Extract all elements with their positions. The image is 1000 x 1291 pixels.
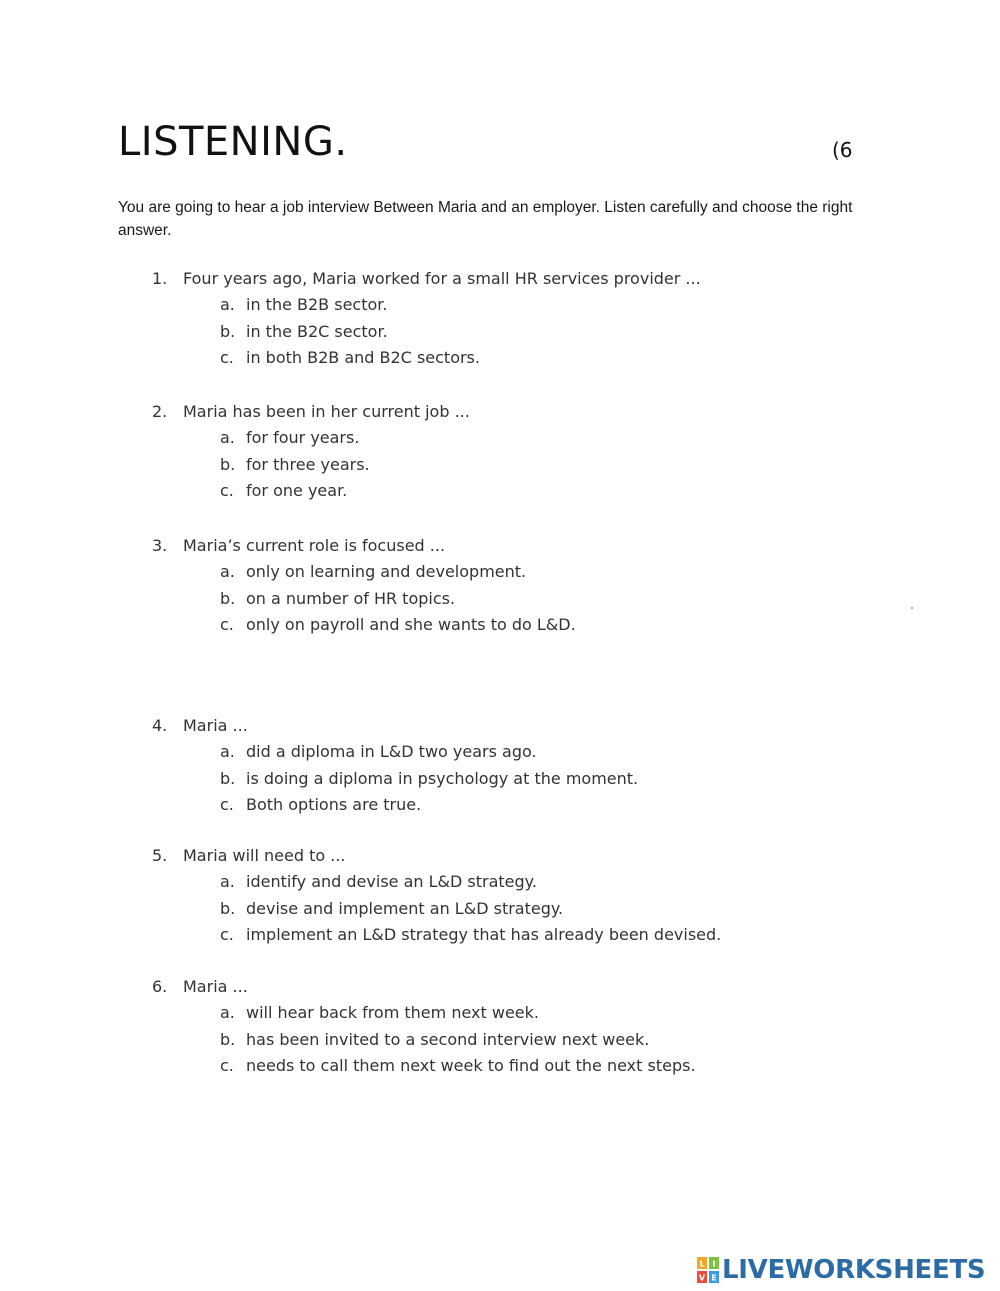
option-letter: c. — [220, 795, 234, 814]
option-text: needs to call them next week to find out the next steps. — [246, 1056, 696, 1075]
option-letter: b. — [220, 588, 236, 608]
option-b[interactable] — [220, 766, 872, 793]
option-letter: a. — [220, 742, 235, 761]
option-letter: b. — [220, 898, 236, 918]
option-text: devise and implement an L&D strategy. — [246, 898, 564, 918]
svg-text:L: L — [699, 1259, 705, 1269]
option-letter: a. — [220, 562, 235, 581]
options-list — [220, 292, 872, 372]
question-5 — [152, 843, 872, 949]
question-stem — [152, 266, 872, 292]
option-text: implement an L&D strategy that has already been devised. — [246, 925, 722, 944]
page-title: LISTENING. — [118, 119, 348, 165]
options-list — [220, 739, 872, 819]
option-text: in both B2B and B2C sectors. — [246, 348, 480, 367]
option-letter: b. — [220, 321, 236, 341]
question-3 — [152, 533, 872, 639]
question-number: 3. — [152, 536, 168, 555]
question-stem — [152, 713, 872, 739]
instructions-text: You are going to hear a job interview Between Maria and an employer. Listen carefully and choose the right answer. — [118, 199, 853, 239]
question-6 — [152, 974, 872, 1080]
option-c[interactable] — [220, 922, 872, 949]
option-text: Both options are true. — [246, 795, 422, 814]
liveworksheets-brand[interactable] — [697, 1254, 985, 1286]
option-letter: a. — [220, 428, 235, 447]
option-b[interactable] — [220, 319, 872, 346]
options-list — [220, 869, 872, 949]
question-text: Maria will need to ... — [183, 846, 346, 865]
svg-text:V: V — [698, 1273, 706, 1283]
option-text: only on payroll and she wants to do L&D. — [246, 615, 576, 634]
brand-text: LIVEWORKSHEETS — [722, 1255, 986, 1285]
option-letter: b. — [220, 454, 236, 474]
option-text: is doing a diploma in psychology at the moment. — [246, 768, 639, 788]
option-letter: a. — [220, 295, 235, 314]
options-list — [220, 1000, 872, 1080]
option-a[interactable] — [220, 739, 872, 766]
question-text: Maria’s current role is focused ... — [183, 536, 446, 555]
option-letter: c. — [220, 348, 234, 367]
question-2 — [152, 399, 872, 505]
option-c[interactable] — [220, 1053, 872, 1080]
option-text: has been invited to a second interview next week. — [246, 1029, 650, 1049]
option-letter: b. — [220, 1029, 236, 1049]
liveworksheets-logo-icon — [697, 1257, 719, 1283]
question-number: 6. — [152, 977, 168, 996]
option-text: did a diploma in L&D two years ago. — [246, 742, 537, 761]
option-letter: c. — [220, 481, 234, 500]
svg-text:I: I — [712, 1259, 716, 1269]
question-number: 5. — [152, 846, 168, 865]
option-text: will hear back from them next week. — [246, 1003, 539, 1022]
option-letter: a. — [220, 872, 235, 891]
option-text: for one year. — [246, 481, 348, 500]
option-letter: c. — [220, 925, 234, 944]
option-c[interactable] — [220, 478, 872, 505]
option-a[interactable] — [220, 292, 872, 319]
option-text: for three years. — [246, 454, 370, 474]
option-letter: c. — [220, 615, 234, 634]
question-stem — [152, 533, 872, 559]
option-c[interactable] — [220, 792, 872, 819]
question-text: Maria has been in her current job ... — [183, 402, 470, 421]
option-a[interactable] — [220, 1000, 872, 1027]
question-text: Maria ... — [183, 977, 248, 996]
option-letter: c. — [220, 1056, 234, 1075]
option-a[interactable] — [220, 425, 872, 452]
stray-mark — [911, 607, 913, 609]
question-stem — [152, 843, 872, 869]
question-4 — [152, 713, 872, 819]
options-list — [220, 425, 872, 505]
option-b[interactable] — [220, 1027, 872, 1054]
option-text: identify and devise an L&D strategy. — [246, 872, 537, 891]
option-a[interactable] — [220, 559, 872, 586]
option-b[interactable] — [220, 452, 872, 479]
svg-text:E: E — [711, 1273, 717, 1283]
question-text: Four years ago, Maria worked for a small HR services provider ... — [183, 269, 701, 288]
option-b[interactable] — [220, 896, 872, 923]
option-a[interactable] — [220, 869, 872, 896]
question-text: Maria ... — [183, 716, 248, 735]
question-stem — [152, 974, 872, 1000]
option-text: in the B2B sector. — [246, 295, 388, 314]
question-number: 1. — [152, 269, 168, 288]
option-text: on a number of HR topics. — [246, 588, 456, 608]
option-letter: a. — [220, 1003, 235, 1022]
option-text: only on learning and development. — [246, 562, 527, 581]
question-1 — [152, 266, 872, 372]
option-c[interactable] — [220, 612, 872, 639]
question-stem — [152, 399, 872, 425]
option-c[interactable] — [220, 345, 872, 372]
question-number: 2. — [152, 402, 168, 421]
option-text: for four years. — [246, 428, 360, 447]
options-list — [220, 559, 872, 639]
option-text: in the B2C sector. — [246, 321, 388, 341]
option-letter: b. — [220, 768, 236, 788]
score-marker: (6 — [832, 138, 853, 162]
option-b[interactable] — [220, 586, 872, 613]
question-number: 4. — [152, 716, 168, 735]
